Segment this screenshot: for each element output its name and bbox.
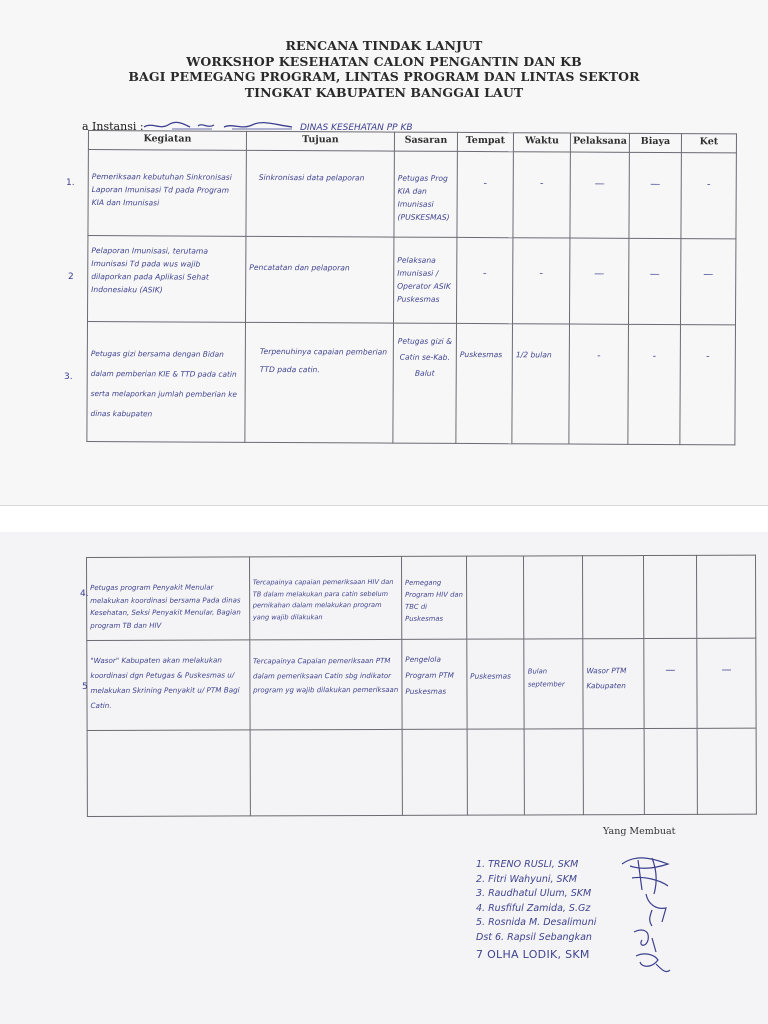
biaya-cell: — xyxy=(629,152,681,238)
document-header xyxy=(0,38,768,100)
tujuan-cell: Sinkronisasi data pelaporan xyxy=(246,150,394,237)
signatory-name: 7 OLHA LODIK, SKM xyxy=(476,948,590,961)
row-number: 4. xyxy=(80,589,89,599)
header-line-3: BAGI PEMEGANG PROGRAM, LINTAS PROGRAM DAN LINTAS SEKTOR xyxy=(128,69,640,84)
pelaksana-cell: — xyxy=(570,152,629,238)
page-gap xyxy=(0,505,768,534)
table-row-empty xyxy=(87,728,756,816)
row-number: 3. xyxy=(64,372,73,382)
action-plan-table-page-1 xyxy=(86,130,737,445)
empty-cell xyxy=(250,729,403,816)
waktu-cell: - xyxy=(512,238,569,324)
row-number: 2 xyxy=(68,272,74,282)
tempat-cell: Puskesmas xyxy=(456,323,513,443)
signatory-name: 1. TRENO RUSLI, SKM xyxy=(476,859,579,870)
tempat-cell: Puskesmas xyxy=(467,639,525,729)
table-row xyxy=(87,555,756,640)
sasaran-cell: Pelaksana Imunisasi / Operator ASIK Puskesmas xyxy=(393,237,456,323)
empty-cell xyxy=(87,730,250,817)
tujuan-cell: Tercapainya capaian pemeriksaan HIV dan TB dalam melakukan para catin sebelum pernikahan dalam melakukan program yang wajib dilakukan xyxy=(249,556,402,640)
col-biaya: Biaya xyxy=(629,133,681,152)
header-line-2: WORKSHOP KESEHATAN CALON PENGANTIN DAN KB xyxy=(186,53,582,69)
kegiatan-cell: "Wasor" Kabupaten akan melakukan koordinasi dgn Petugas & Puskesmas u/ melakukan Skrining Penyakit u/ PTM Bagi Catin. xyxy=(87,640,250,731)
sasaran-cell: Pengelola Program PTM Puskesmas xyxy=(402,639,467,729)
signatory-name: 3. Raudhatul Ulum, SKM xyxy=(476,888,592,899)
signatory-name: Dst 6. Rapsil Sebangkan xyxy=(476,931,592,943)
pelaksana-cell: - xyxy=(569,324,629,444)
waktu-cell: Bulan september xyxy=(524,639,583,729)
ket-cell: — xyxy=(697,638,756,728)
row-number: 5 xyxy=(82,682,88,692)
waktu-cell: - xyxy=(513,152,570,238)
table-row xyxy=(87,236,735,325)
pelaksana-cell xyxy=(583,556,644,639)
row-number: 1. xyxy=(66,178,75,188)
signatory-name: 5. Rosnida M. Desalimuni xyxy=(476,917,597,928)
empty-cell xyxy=(697,728,756,814)
table-row xyxy=(87,322,736,445)
tujuan-cell: Pencatatan dan pelaporan xyxy=(245,236,393,323)
biaya-cell: - xyxy=(628,324,681,444)
pelaksana-cell: — xyxy=(569,238,628,324)
biaya-cell xyxy=(643,555,697,638)
signature-title: Yang Membuat xyxy=(603,826,676,837)
col-sasaran: Sasaran xyxy=(394,132,457,151)
empty-cell xyxy=(402,729,467,815)
table-row xyxy=(88,150,736,239)
biaya-cell: — xyxy=(628,238,680,324)
kegiatan-cell: Petugas program Penyakit Menular melakukan koordinasi bersama Pada dinas Kesehatan, Seksi Penyakit Menular, Bagian program TB dan HIV xyxy=(87,557,250,641)
sasaran-cell: Petugas gizi & Catin se-Kab. Balut xyxy=(393,323,457,443)
signatory-name: 4. Rusfiful Zamida, S.Gz xyxy=(476,902,591,914)
action-plan-table-page-2 xyxy=(86,555,757,817)
biaya-cell: — xyxy=(644,638,698,728)
kegiatan-cell: Pelaporan Imunisasi, terutama Imunisasi Td pada wus wajib dilaporkan pada Aplikasi Sehat Indonesiaku (ASIK) xyxy=(87,236,245,323)
signatory-name: 2. Fitri Wahyuni, SKM xyxy=(476,873,577,885)
empty-cell xyxy=(524,729,583,815)
empty-cell xyxy=(583,729,644,815)
ket-cell: - xyxy=(680,325,736,445)
col-ket: Ket xyxy=(681,134,736,153)
sasaran-cell: Pemegang Program HIV dan TBC di Puskesmas xyxy=(401,556,466,639)
instansi-label: a Instansi : xyxy=(82,120,144,133)
tempat-cell: - xyxy=(456,237,512,323)
header-line-1: RENCANA TINDAK LANJUT xyxy=(285,38,483,53)
instansi-handwritten: DINAS KESEHATAN PP KB xyxy=(300,123,413,133)
col-waktu: Waktu xyxy=(513,133,570,152)
pelaksana-cell: Wasor PTM Kabupaten xyxy=(583,639,644,729)
col-tujuan: Tujuan xyxy=(246,131,394,151)
handwritten-signature xyxy=(612,850,682,980)
tempat-cell: - xyxy=(457,151,513,237)
sasaran-cell: Petugas Prog KIA dan Imunisasi (PUSKESMAS) xyxy=(394,151,457,237)
header-line-4: TINGKAT KABUPATEN BANGGAI LAUT xyxy=(244,84,524,100)
kegiatan-cell: Pemeriksaan kebutuhan Sinkronisasi Laporan Imunisasi Td pada Program KIA dan Imunisasi xyxy=(88,150,246,237)
col-tempat: Tempat xyxy=(457,132,513,151)
empty-cell xyxy=(467,729,525,815)
empty-cell xyxy=(644,728,698,814)
ket-cell: - xyxy=(681,153,736,239)
tujuan-cell: Tercapainya Capaian pemeriksaan PTM dalam pemeriksaan Catin sbg indikator program yg wajib dilakukan pemeriksaan xyxy=(249,639,402,730)
table-row xyxy=(87,638,756,730)
col-kegiatan: Kegiatan xyxy=(88,131,246,151)
waktu-cell xyxy=(524,556,583,639)
kegiatan-cell: Petugas gizi bersama dengan Bidan dalam pemberian KIE & TTD pada catin serta melaporkan jumlah pemberian ke dinas kabupaten xyxy=(87,322,246,443)
tujuan-cell: Terpenuhinya capaian pemberian TTD pada catin. xyxy=(245,322,394,443)
ket-cell: — xyxy=(680,239,735,325)
waktu-cell: 1/2 bulan xyxy=(512,324,570,444)
tempat-cell xyxy=(466,556,524,639)
ket-cell xyxy=(697,555,756,638)
col-pelaksana: Pelaksana xyxy=(570,133,629,152)
